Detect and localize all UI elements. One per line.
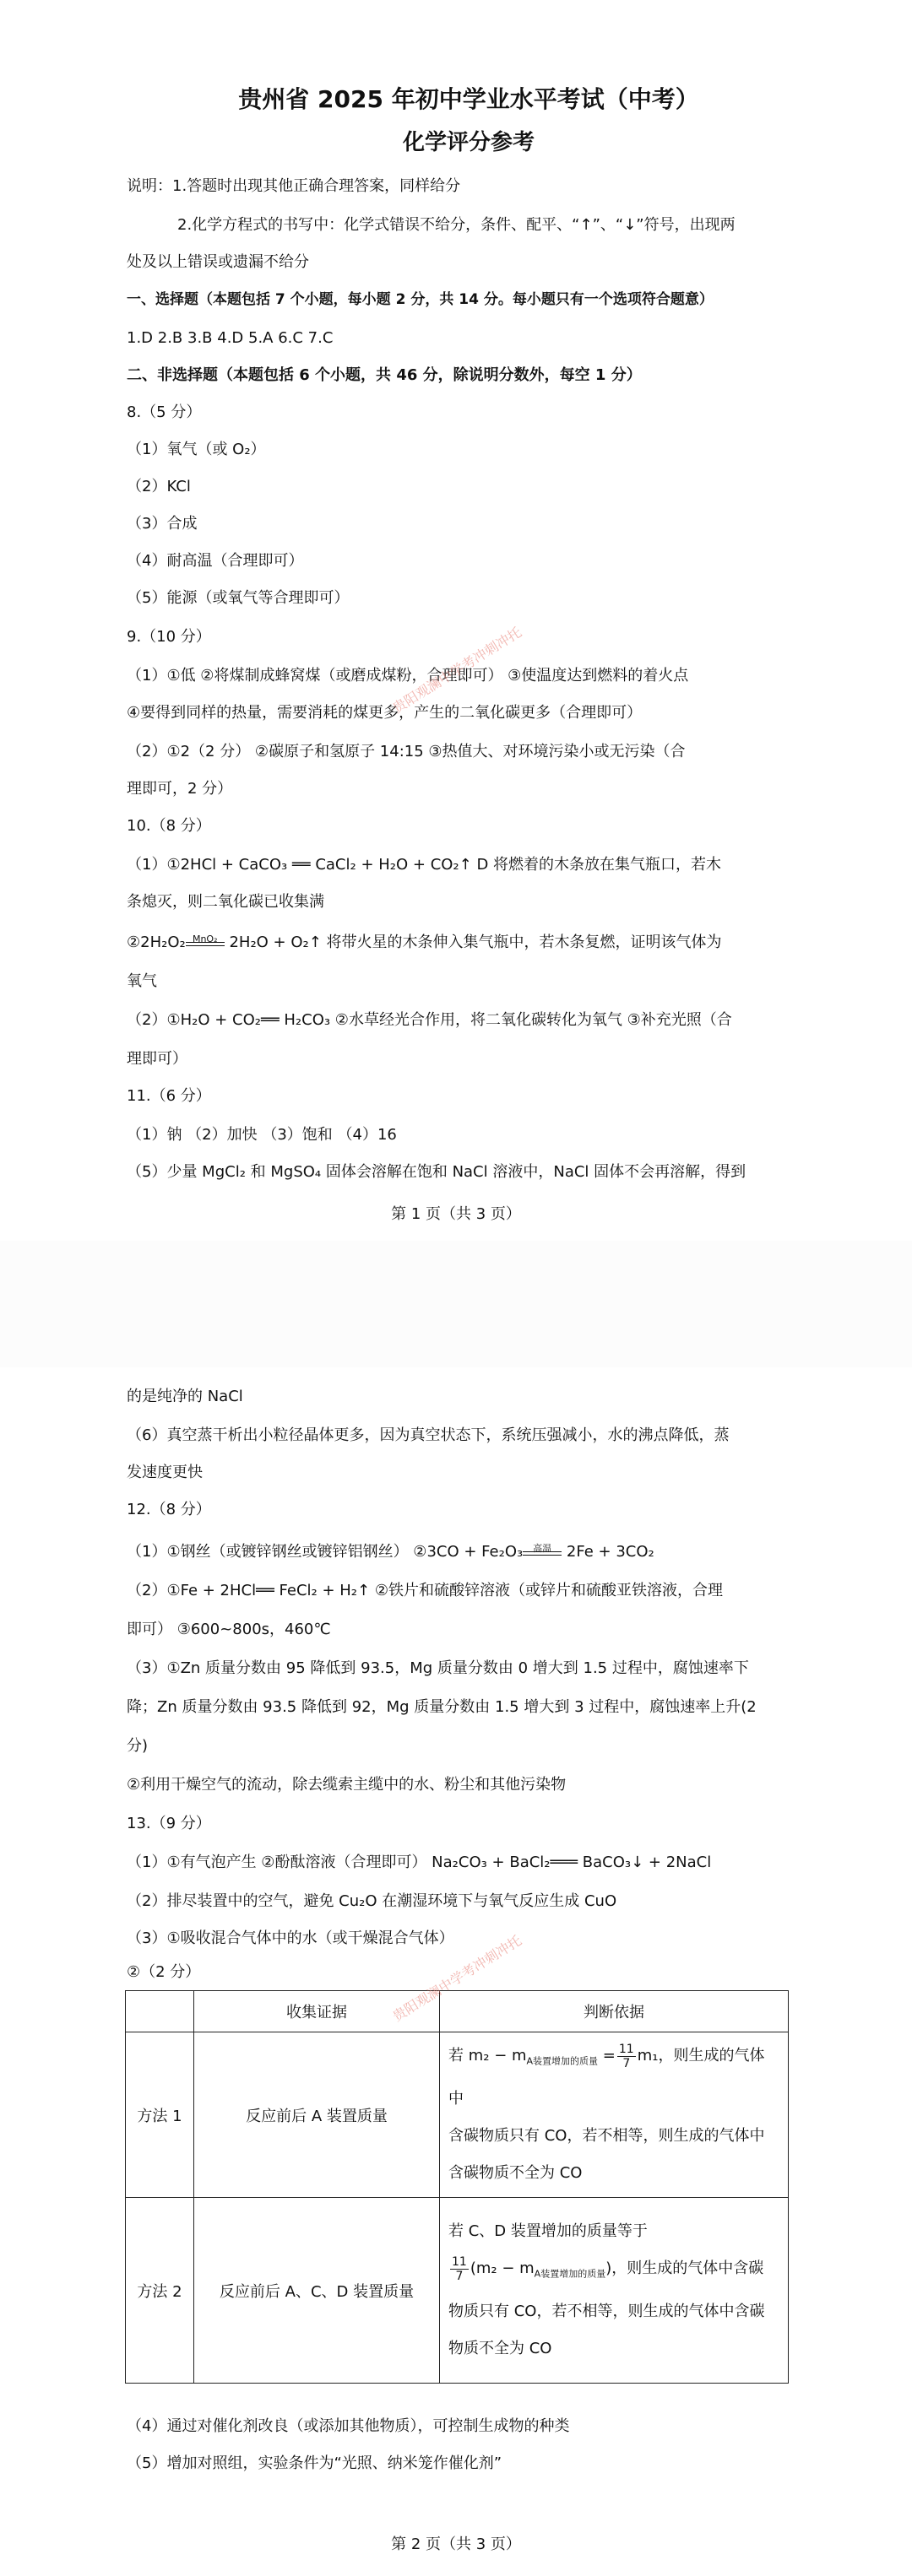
q11-answer-1-4: （1）钠 （2）加快 （3）饱和 （4）16: [127, 1126, 397, 1144]
method-1-label: 方法 1: [126, 2032, 194, 2198]
q8-answer-1: （1）氧气（或 O₂）: [127, 441, 266, 458]
note-1: 说明：1.答题时出现其他正确合理答案，同样给分: [127, 177, 461, 195]
q10-answer-1a: （1）①2HCl + CaCO₃ ══ CaCl₂ + H₂O + CO₂↑ D 将燃着的木条放在集气瓶口，若木: [127, 856, 722, 874]
doc-subtitle: [127, 125, 811, 156]
q8-answer-2: （2）KCl: [127, 478, 191, 495]
choice-answers: 1.D 2.B 3.B 4.D 5.A 6.C 7.C: [127, 329, 334, 347]
q10-answer-2b: 理即可）: [127, 1050, 187, 1068]
method-1-evidence: 反应前后 A 装置质量: [194, 2032, 440, 2198]
q13-heading: 13.（9 分）: [127, 1815, 211, 1832]
page-1-footer: 第 1 页（共 3 页）: [391, 1205, 521, 1223]
q12-answer-3a: （3）①Zn 质量分数由 95 降低到 93.5，Mg 质量分数由 0 增大到 1.5 过程中，腐蚀速率下: [127, 1659, 749, 1677]
q13-answer-3b: ②（2 分）: [127, 1963, 201, 1981]
q13-answer-4: （4）通过对催化剂改良（或添加其他物质），可控制生成物的种类: [127, 2417, 570, 2435]
q11-answer-6a: （6）真空蒸干析出小粒径晶体更多，因为真空状态下，系统压强减小，水的沸点降低，蒸: [127, 1426, 730, 1444]
q13-answer-1: （1）①有气泡产生 ②酚酞溶液（合理即可） Na₂CO₃ + BaCl₂═══ BaCO₃↓ + 2NaCl: [127, 1854, 712, 1871]
q12-answer-1: [127, 1543, 811, 1561]
q10-answer-1c: [127, 934, 811, 952]
q9-answer-1a: （1）①低 ②将煤制成蜂窝煤（或磨成煤粉，合理即可） ③使温度达到燃料的着火点: [127, 667, 689, 685]
page-2-footer: 第 2 页（共 3 页）: [391, 2535, 521, 2553]
method-2-basis-line-1: 若 C、D 装置增加的质量等于: [448, 2222, 648, 2241]
table-header-basis: 判断依据: [440, 1991, 789, 2032]
q8-answer-5: （5）能源（或氧气等合理即可）: [127, 589, 350, 607]
page-2: [0, 1367, 912, 2576]
reaction-condition-arrow: [186, 934, 225, 952]
q10-answer-1b: 条熄灭，则二氧化碳已收集满: [127, 893, 324, 911]
watermark: 贵阳观澜中学考冲刺冲托: [389, 624, 524, 717]
q11-answer-6b: 发速度更快: [127, 1464, 203, 1481]
q11-answer-5: （5）少量 MgCl₂ 和 MgSO₄ 固体会溶解在饱和 NaCl 溶液中，NaCl 固体不会再溶解，得到: [127, 1163, 746, 1181]
q12-answer-3b: 降；Zn 质量分数由 93.5 降低到 92，Mg 质量分数由 1.5 增大到 3 过程中，腐蚀速率上升(2: [127, 1698, 757, 1716]
q12-answer-3c: 分): [127, 1737, 149, 1755]
method-2-basis-line-4: 物质不全为 CO: [448, 2339, 552, 2357]
page-1: [0, 0, 912, 1241]
fraction: $\frac{11}{7}$: [618, 2042, 634, 2070]
q9-answer-1b: ④要得到同样的热量，需要消耗的煤更多，产生的二氧化碳更多（合理即可）: [127, 704, 643, 722]
method-1-basis-line-1: 若 $m_2 - m_{A装置增加的质量}$ = $\frac{11}{7}$ m₁，则生成的气体中: [448, 2042, 765, 2108]
q9-answer-2a: （2）①2（2 分） ②碳原子和氢原子 14:15 ③热值大、对环境污染小或无污染（合: [127, 743, 686, 760]
q10-heading: 10.（8 分）: [127, 817, 211, 835]
equation-product-and-method: 2H₂O + O₂↑ 将带火星的木条伸入集气瓶中，若木条复燃，证明该气体为: [224, 934, 722, 951]
method-1-basis-line-3: 含碳物质不全为 CO: [448, 2163, 583, 2182]
q8-answer-3: （3）合成: [127, 515, 198, 533]
method-2-basis: [440, 2198, 789, 2384]
equation-reactant: ②2H₂O₂: [127, 934, 186, 951]
doc-title: [127, 81, 811, 115]
title-line-1: 贵州省 2025 年初中学业水平考试（中考）: [238, 85, 699, 113]
evidence-table: [125, 1990, 789, 2384]
method-2-evidence: 反应前后 A、C、D 装置质量: [194, 2198, 440, 2384]
q12-answer-2b: 即可） ③600~800s，460℃: [127, 1621, 331, 1638]
q13-answer-5: （5）增加对照组，实验条件为“光照、纳米笼作催化剂”: [127, 2454, 502, 2472]
equation-products: 2Fe + 3CO₂: [562, 1543, 654, 1561]
section-1-heading: 一、选择题（本题包括 7 个小题，每小题 2 分，共 14 分。每小题只有一个选项符合题意）: [127, 291, 714, 308]
method-2-label: 方法 2: [126, 2198, 194, 2384]
q10-answer-2a: （2）①H₂O + CO₂══ H₂CO₃ ②水草经光合作用，将二氧化碳转化为氧气 ③补充光照（合: [127, 1011, 732, 1029]
q12-answer-1-text: （1）①钢丝（或镀锌钢丝或镀锌铝钢丝） ②3CO + Fe₂O₃: [127, 1543, 524, 1561]
fraction: $\frac{11}{7}$: [452, 2254, 467, 2283]
title-line-2: 化学评分参考: [402, 130, 535, 155]
condition-label: 高温: [533, 1543, 552, 1554]
reaction-condition-arrow: [523, 1543, 562, 1561]
method-2-basis-line-2: $\frac{11}{7}$ $(m_2 - m_{A装置增加的质量})$，则生成的气体中含碳: [452, 2254, 764, 2283]
table-header-evidence: 收集证据: [194, 1991, 440, 2032]
q10-answer-1d: 氧气: [127, 972, 157, 990]
method-1-basis-line-2: 含碳物质只有 CO，若不相等，则生成的气体中: [448, 2126, 765, 2145]
table-header-empty: [126, 1991, 194, 2032]
q12-answer-2a: （2）①Fe + 2HCl══ FeCl₂ + H₂↑ ②铁片和硫酸锌溶液（或锌片和硫酸亚铁溶液，合理: [127, 1582, 723, 1599]
table-header-row: [126, 1991, 789, 2032]
note-2: 2.化学方程式的书写中：化学式错误不给分，条件、配平、“↑”、“↓”符号，出现两: [177, 216, 736, 234]
section-2-heading: 二、非选择题（本题包括 6 个小题，共 46 分，除说明分数外，每空 1 分）: [127, 366, 642, 384]
q12-answer-3d: ②利用干燥空气的流动，除去缆索主缆中的水、粉尘和其他污染物: [127, 1776, 567, 1794]
q9-answer-2b: 理即可，2 分）: [127, 780, 233, 798]
method-1-basis: [440, 2032, 789, 2198]
q9-heading: 9.（10 分）: [127, 628, 211, 646]
method-2-basis-line-3: 物质只有 CO，若不相等，则生成的气体中含碳: [448, 2302, 765, 2320]
q12-heading: 12.（8 分）: [127, 1501, 211, 1518]
catalyst-label: MnO₂: [192, 934, 218, 944]
q13-answer-2: （2）排尽装置中的空气，避免 Cu₂O 在潮湿环境下与氧气反应生成 CuO: [127, 1892, 617, 1910]
note-3: 处及以上错误或遗漏不给分: [127, 253, 309, 271]
table-row: [126, 2032, 789, 2198]
q8-heading: 8.（5 分）: [127, 403, 202, 421]
q8-answer-4: （4）耐高温（合理即可）: [127, 552, 304, 570]
table-row: [126, 2198, 789, 2384]
q13-answer-3: （3）①吸收混合气体中的水（或干燥混合气体）: [127, 1929, 454, 1947]
watermark: 贵阳观澜中学考冲刺冲托: [389, 1932, 524, 2025]
q11-heading: 11.（6 分）: [127, 1087, 211, 1105]
page-gap: [0, 1241, 912, 1367]
q11-answer-5-cont: 的是纯净的 NaCl: [127, 1388, 243, 1405]
